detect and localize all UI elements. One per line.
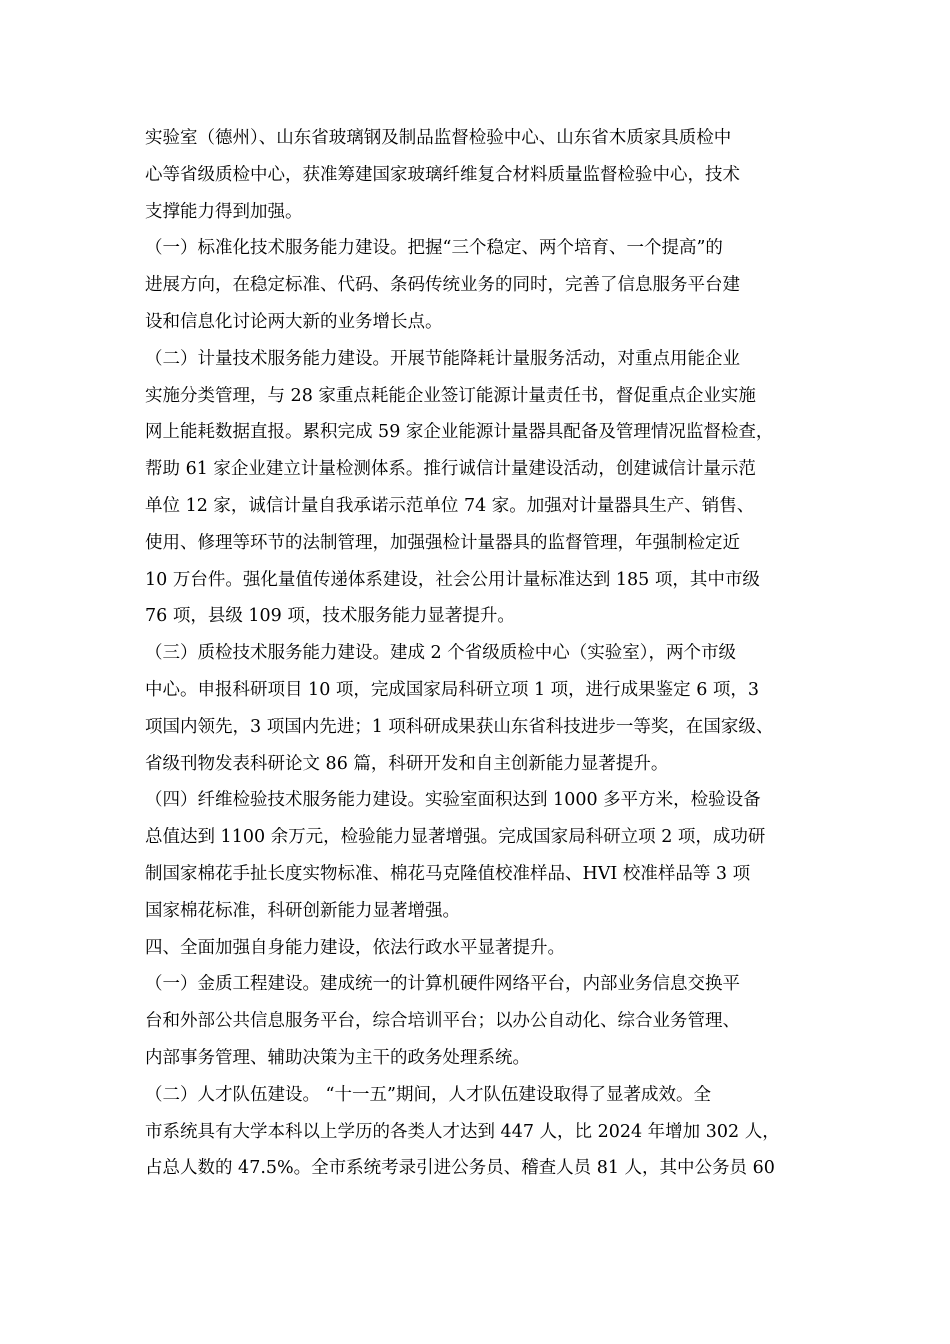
text-line: （二）人才队伍建设。 “十一五”期间，人才队伍建设取得了显著成效。全 xyxy=(145,1084,711,1105)
text-line: （一）金质工程建设。建成统一的计算机硬件网络平台，内部业务信息交换平 xyxy=(145,974,740,995)
text-line: 总值达到 1100 余万元，检验能力显著增强。完成国家局科研立项 2 项，成功研 xyxy=(145,827,766,848)
text-line: 内部事务管理、辅助决策为主干的政务处理系统。 xyxy=(145,1047,530,1068)
text-line: 制国家棉花手扯长度实物标准、棉花马克隆值校准样品、HVI 校准样品等 3 项 xyxy=(145,863,751,884)
text-line: 使用、修理等环节的法制管理，加强强检计量器具的监督管理，年强制检定近 xyxy=(145,532,740,553)
text-line: 国家棉花标准，科研创新能力显著增强。 xyxy=(145,900,460,921)
text-line: （四）纤维检验技术服务能力建设。实验室面积达到 1000 多平方米，检验设备 xyxy=(145,790,761,811)
text-line: 76 项，县级 109 项，技术服务能力显著提升。 xyxy=(145,606,515,627)
text-line: 占总人数的 47.5%。全市系统考录引进公务员、稽查人员 81 人，其中公务员 60 xyxy=(145,1158,775,1179)
text-line: 设和信息化讨论两大新的业务增长点。 xyxy=(145,311,443,332)
text-line: 台和外部公共信息服务平台，综合培训平台；以办公自动化、综合业务管理、 xyxy=(145,1011,740,1032)
text-line: （一）标准化技术服务能力建设。把握“三个稳定、两个培育、一个提高”的 xyxy=(145,238,723,259)
text-line: 进展方向，在稳定标准、代码、条码传统业务的同时，完善了信息服务平台建 xyxy=(145,275,740,296)
text-line: 实施分类管理，与 28 家重点耗能企业签订能源计量责任书，督促重点企业实施 xyxy=(145,385,756,406)
text-line: 市系统具有大学本科以上学历的各类人才达到 447 人，比 2024 年增加 302 人， xyxy=(145,1121,780,1142)
text-line: 省级刊物发表科研论文 86 篇，科研开发和自主创新能力显著提升。 xyxy=(145,753,669,774)
text-line: 实验室（德州）、山东省玻璃钢及制品监督检验中心、山东省木质家具质检中 xyxy=(145,128,732,148)
text-line: （三）质检技术服务能力建设。建成 2 个省级质检中心（实验室），两个市级 xyxy=(145,643,737,664)
text-line: 项国内领先，3 项国内先进；1 项科研成果获山东省科技进步一等奖，在国家级、 xyxy=(145,716,774,737)
text-line: 网上能耗数据直报。累积完成 59 家企业能源计量器具配备及管理情况监督检查， xyxy=(145,422,774,443)
document-body xyxy=(145,120,825,1187)
text-line: 帮助 61 家企业建立计量检测体系。推行诚信计量建设活动，创建诚信计量示范 xyxy=(145,459,756,480)
text-line: 四、全面加强自身能力建设，依法行政水平显著提升。 xyxy=(145,937,565,958)
text-line: 10 万台件。强化量值传递体系建设，社会公用计量标准达到 185 项，其中市级 xyxy=(145,569,760,590)
text-line: 单位 12 家，诚信计量自我承诺示范单位 74 家。加强对计量器具生产、销售、 xyxy=(145,495,755,516)
text-line: 中心。申报科研项目 10 项，完成国家局科研立项 1 项，进行成果鉴定 6 项，3 xyxy=(145,679,760,700)
text-line: （二）计量技术服务能力建设。开展节能降耗计量服务活动，对重点用能企业 xyxy=(145,348,740,369)
text-line: 心等省级质检中心，获准筹建国家玻璃纤维复合材料质量监督检验中心，技术 xyxy=(145,164,740,185)
text-line: 支撑能力得到加强。 xyxy=(145,201,303,222)
